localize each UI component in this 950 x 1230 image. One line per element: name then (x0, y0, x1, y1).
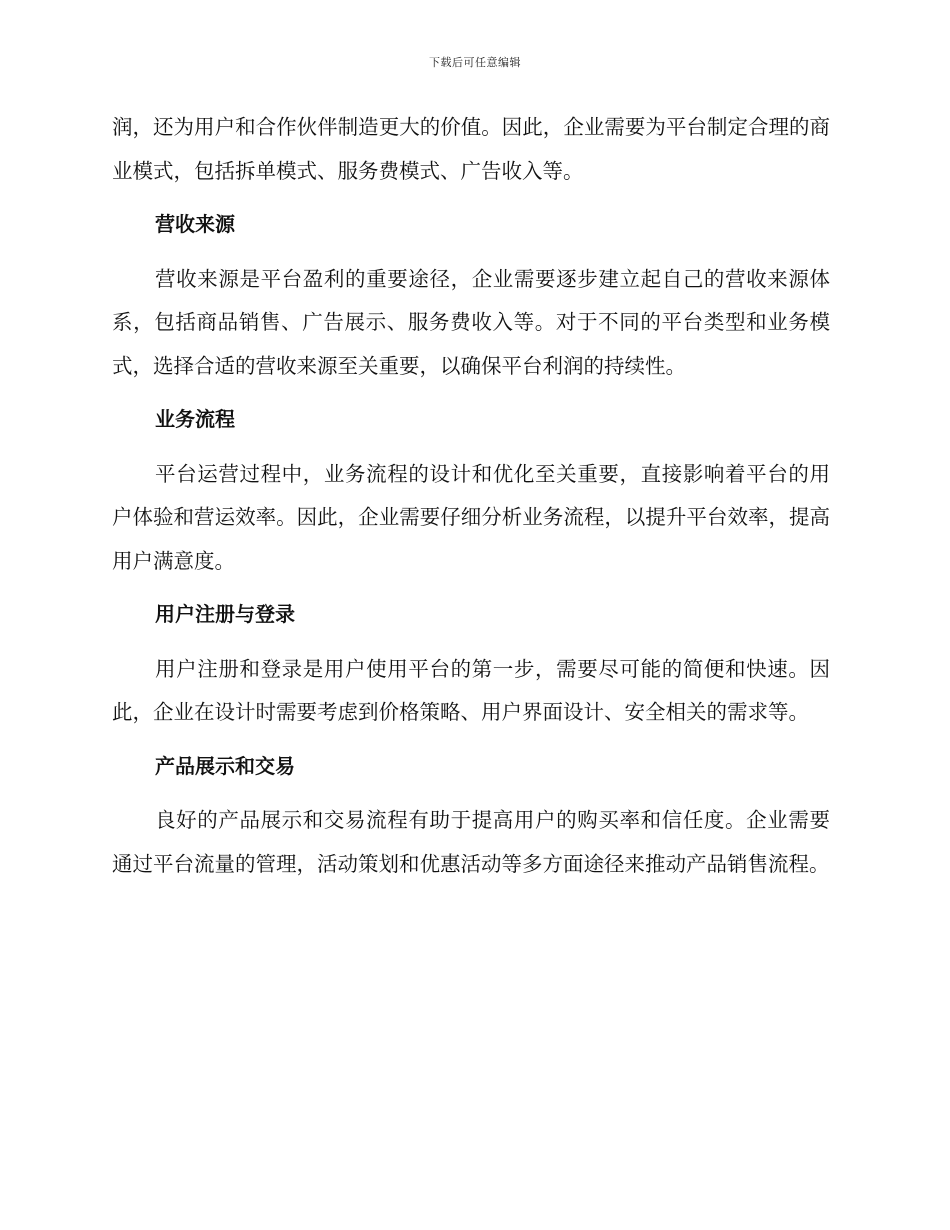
document-body (112, 106, 830, 896)
paragraph-business-process: 平台运营过程中，业务流程的设计和优化至关重要，直接影响着平台的用户体验和营运效率。因此，企业需要仔细分析业务流程，以提升平台效率，提高用户满意度。 (112, 461, 830, 573)
paragraph-business-model-continued: 润，还为用户和合作伙伴制造更大的价值。因此，企业需要为平台制定合理的商业模式，包括拆单模式、服务费模式、广告收入等。 (112, 115, 830, 183)
section-heading-business-process: 业务流程 (155, 407, 235, 431)
paragraph-user-registration: 用户注册和登录是用户使用平台的第一步，需要尽可能的简便和快速。因此，企业在设计时需要考虑到价格策略、用户界面设计、安全相关的需求等。 (112, 656, 830, 724)
paragraph-product-display: 良好的产品展示和交易流程有助于提高用户的购买率和信任度。企业需要通过平台流量的管理，活动策划和优惠活动等多方面途径来推动产品销售流程。 (112, 808, 830, 876)
paragraph-revenue-sources: 营收来源是平台盈利的重要途径，企业需要逐步建立起自己的营收来源体系，包括商品销售、广告展示、服务费收入等。对于不同的平台类型和业务模式，选择合适的营收来源至关重要，以确保平台利润的持续性。 (112, 266, 830, 378)
section-heading-revenue-sources: 营收来源 (155, 212, 235, 236)
page-header: 下载后可任意编辑 (429, 56, 521, 69)
section-heading-user-registration: 用户注册与登录 (155, 602, 295, 626)
section-heading-product-display: 产品展示和交易 (155, 753, 295, 778)
